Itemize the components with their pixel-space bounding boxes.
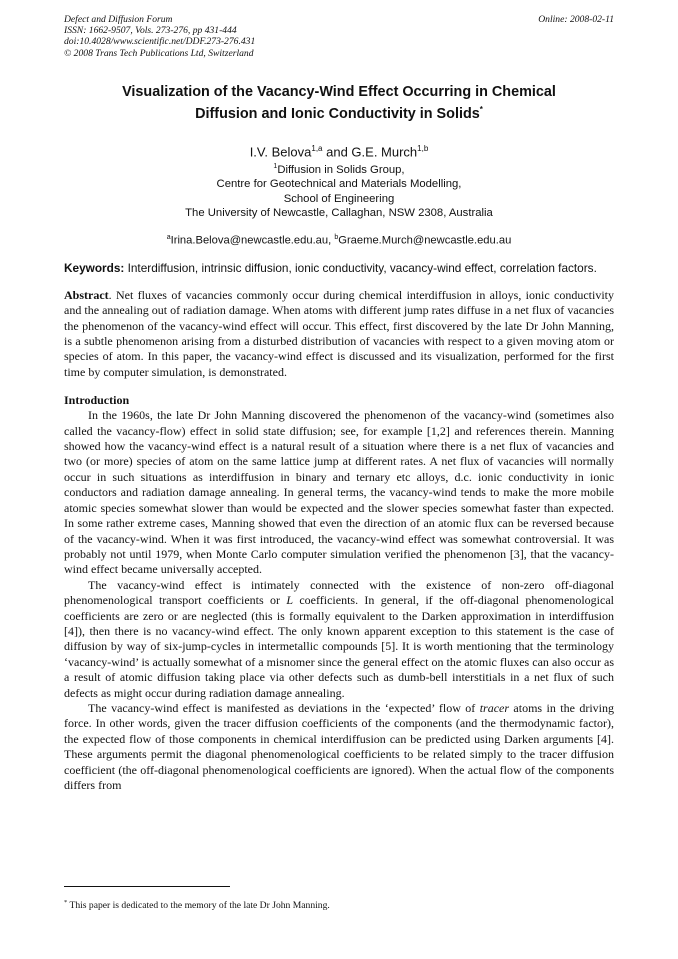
copyright-line: © 2008 Trans Tech Publications Ltd, Switzerland <box>64 47 254 59</box>
intro-p2-text-a: The vacancy-wind effect is intimately connected with the existence of non-zero off-diagonal phenomenological transport coefficients or <box>64 577 614 608</box>
affiliation-line-3: School of Engineering <box>283 192 395 205</box>
author-list <box>64 141 614 160</box>
affiliation-sup: 1 <box>273 162 278 170</box>
email-b-sup: b <box>334 234 339 242</box>
affiliation-line-4: The University of Newcastle, Callaghan, NSW 2308, Australia <box>185 207 493 220</box>
footnote-mark: * <box>64 899 68 906</box>
footnote-text: This paper is dedicated to the memory of the late Dr John Manning. <box>67 900 330 912</box>
abstract-label: Abstract <box>64 287 109 302</box>
author-2-sup: 1,b <box>417 143 429 153</box>
intro-paragraph-2 <box>64 578 614 701</box>
footnote-rule <box>64 886 230 887</box>
intro-p3-text-b: atoms in the driving force. In other words, given the tracer diffusion coefficients of the components (and the thermodynamic factor), the expected flow of those components in chemical interdiffusion can be predicted using Darken arguments [4]. These arguments permit the diagonal phenomenological coefficients to be related simply to the tracer diffusion coefficient (the off-diagonal phenomenological coefficients are ignored). When the actual flow of the components differs from <box>64 700 614 792</box>
author-1-sup: 1,a <box>311 143 323 153</box>
intro-p3-italic-tracer: tracer <box>479 700 510 715</box>
affiliation-line-1 <box>64 160 614 177</box>
journal-name: Defect and Diffusion Forum <box>64 14 173 25</box>
intro-paragraph-3 <box>64 701 614 793</box>
intro-p3-text-a: The vacancy-wind effect is manifested as deviations in the ‘expected’ flow of <box>88 700 480 715</box>
author-emails <box>64 231 614 248</box>
author-2-name: G.E. Murch <box>351 143 418 159</box>
affiliation <box>64 160 614 221</box>
keywords <box>64 261 614 276</box>
email-belova[interactable]: Irina.Belova@newcastle.edu.au <box>170 234 329 247</box>
affiliation-line-2: Centre for Geotechnical and Materials Modelling, <box>216 178 462 191</box>
title-line-2: Diffusion and Ionic Conductivity in Solids <box>195 105 480 122</box>
doi-line: doi:10.4028/www.scientific.net/DDF.273-276.431 <box>64 36 256 48</box>
abstract <box>64 288 614 380</box>
title-line-1: Visualization of the Vacancy-Wind Effect Occurring in Chemical <box>122 83 556 100</box>
email-a-sup: a <box>166 234 171 242</box>
keywords-label: Keywords: <box>64 260 125 275</box>
intro-paragraph-1: In the 1960s, the late Dr John Manning discovered the phenomenon of the vacancy-wind (sometimes also called the vacancy-flow) effect in solid state diffusion; see, for example [1,2] and references therein. Manning showed how the vacancy-wind effect is a natural result of a situation where there is a net flux of vacancies and two (or more) species of atom on the same lattice jump at different rates. A net flux of vacancies will normally occur in such situations as interdiffusion in binary and ternary etc alloys, d.c. ionic conductivity in ionic conductors and radiation damage annealing. In general terms, the vacancy-wind tends to make the more mobile atomic species somewhat slower than would be expected and the slower species somewhat faster than expected. In some rather extreme cases, Manning showed that even the direction of an atomic flux can be reversed because of the vacancy-wind. When it was first introduced, the vacancy-wind effect was somewhat controversial. It was probably not until 1979, when Monte Carlo computer simulation verified the phenomenon [3], that the vacancy-wind effect became universally accepted. <box>64 408 614 577</box>
footnote <box>64 897 330 912</box>
abstract-text: . Net fluxes of vacancies commonly occur during chemical interdiffusion in alloys, ionic conductivity and the annealing out of radiation damage. When atoms with different jump rates diffuse in a net flux of vacancies the phenomenon of the vacancy-wind effect will occur. This effect, first discovered by the late Dr John Manning, is a subtle phenomenon arising from a disturbed distribution of vacancies with respect to a given moving atom or species of atom. In this paper, the vacancy-wind effect is discussed and its visualization, performed for the first time by computer simulation, is demonstrated. <box>64 287 614 379</box>
online-date: Online: 2008-02-11 <box>538 14 614 25</box>
intro-p2-text-b: coefficients. In general, if the off-diagonal phenomenological coefficients are zero or are neglected (this is formally equivalent to the Darken approximation in interdiffusion [4]), then there is no vacancy-wind effect. The only known apparent exception to this statement is the case of diffusion by way of six-jump-cycles in intermetallic compounds [5]. It is worth mentioning that the terminology ‘vacancy-wind’ is actually somewhat of a misnomer since the general effect on the atomic fluxes can also occur as a result of atomic diffusion taking place via other defects such as dumb-bell interstitials in a net flux of such defects as might occur during radiation damage annealing. <box>64 593 614 700</box>
email-murch[interactable]: Graeme.Murch@newcastle.edu.au <box>338 234 512 247</box>
title-footnote-mark: * <box>479 104 483 114</box>
keywords-text: Interdiffusion, intrinsic diffusion, ionic conductivity, vacancy-wind effect, correlation factors. <box>124 260 597 275</box>
issn-line: ISSN: 1662-9507, Vols. 273-276, pp 431-444 <box>64 25 237 37</box>
intro-p2-italic-l: L <box>286 593 293 608</box>
paper-title <box>64 83 614 123</box>
author-1-name: I.V. Belova <box>249 143 312 159</box>
publication-header <box>64 14 614 59</box>
introduction-heading: Introduction <box>64 393 130 408</box>
affiliation-group: Diffusion in Solids Group, <box>277 163 405 176</box>
author-separator: and <box>322 143 352 159</box>
email-separator: , <box>328 234 335 247</box>
